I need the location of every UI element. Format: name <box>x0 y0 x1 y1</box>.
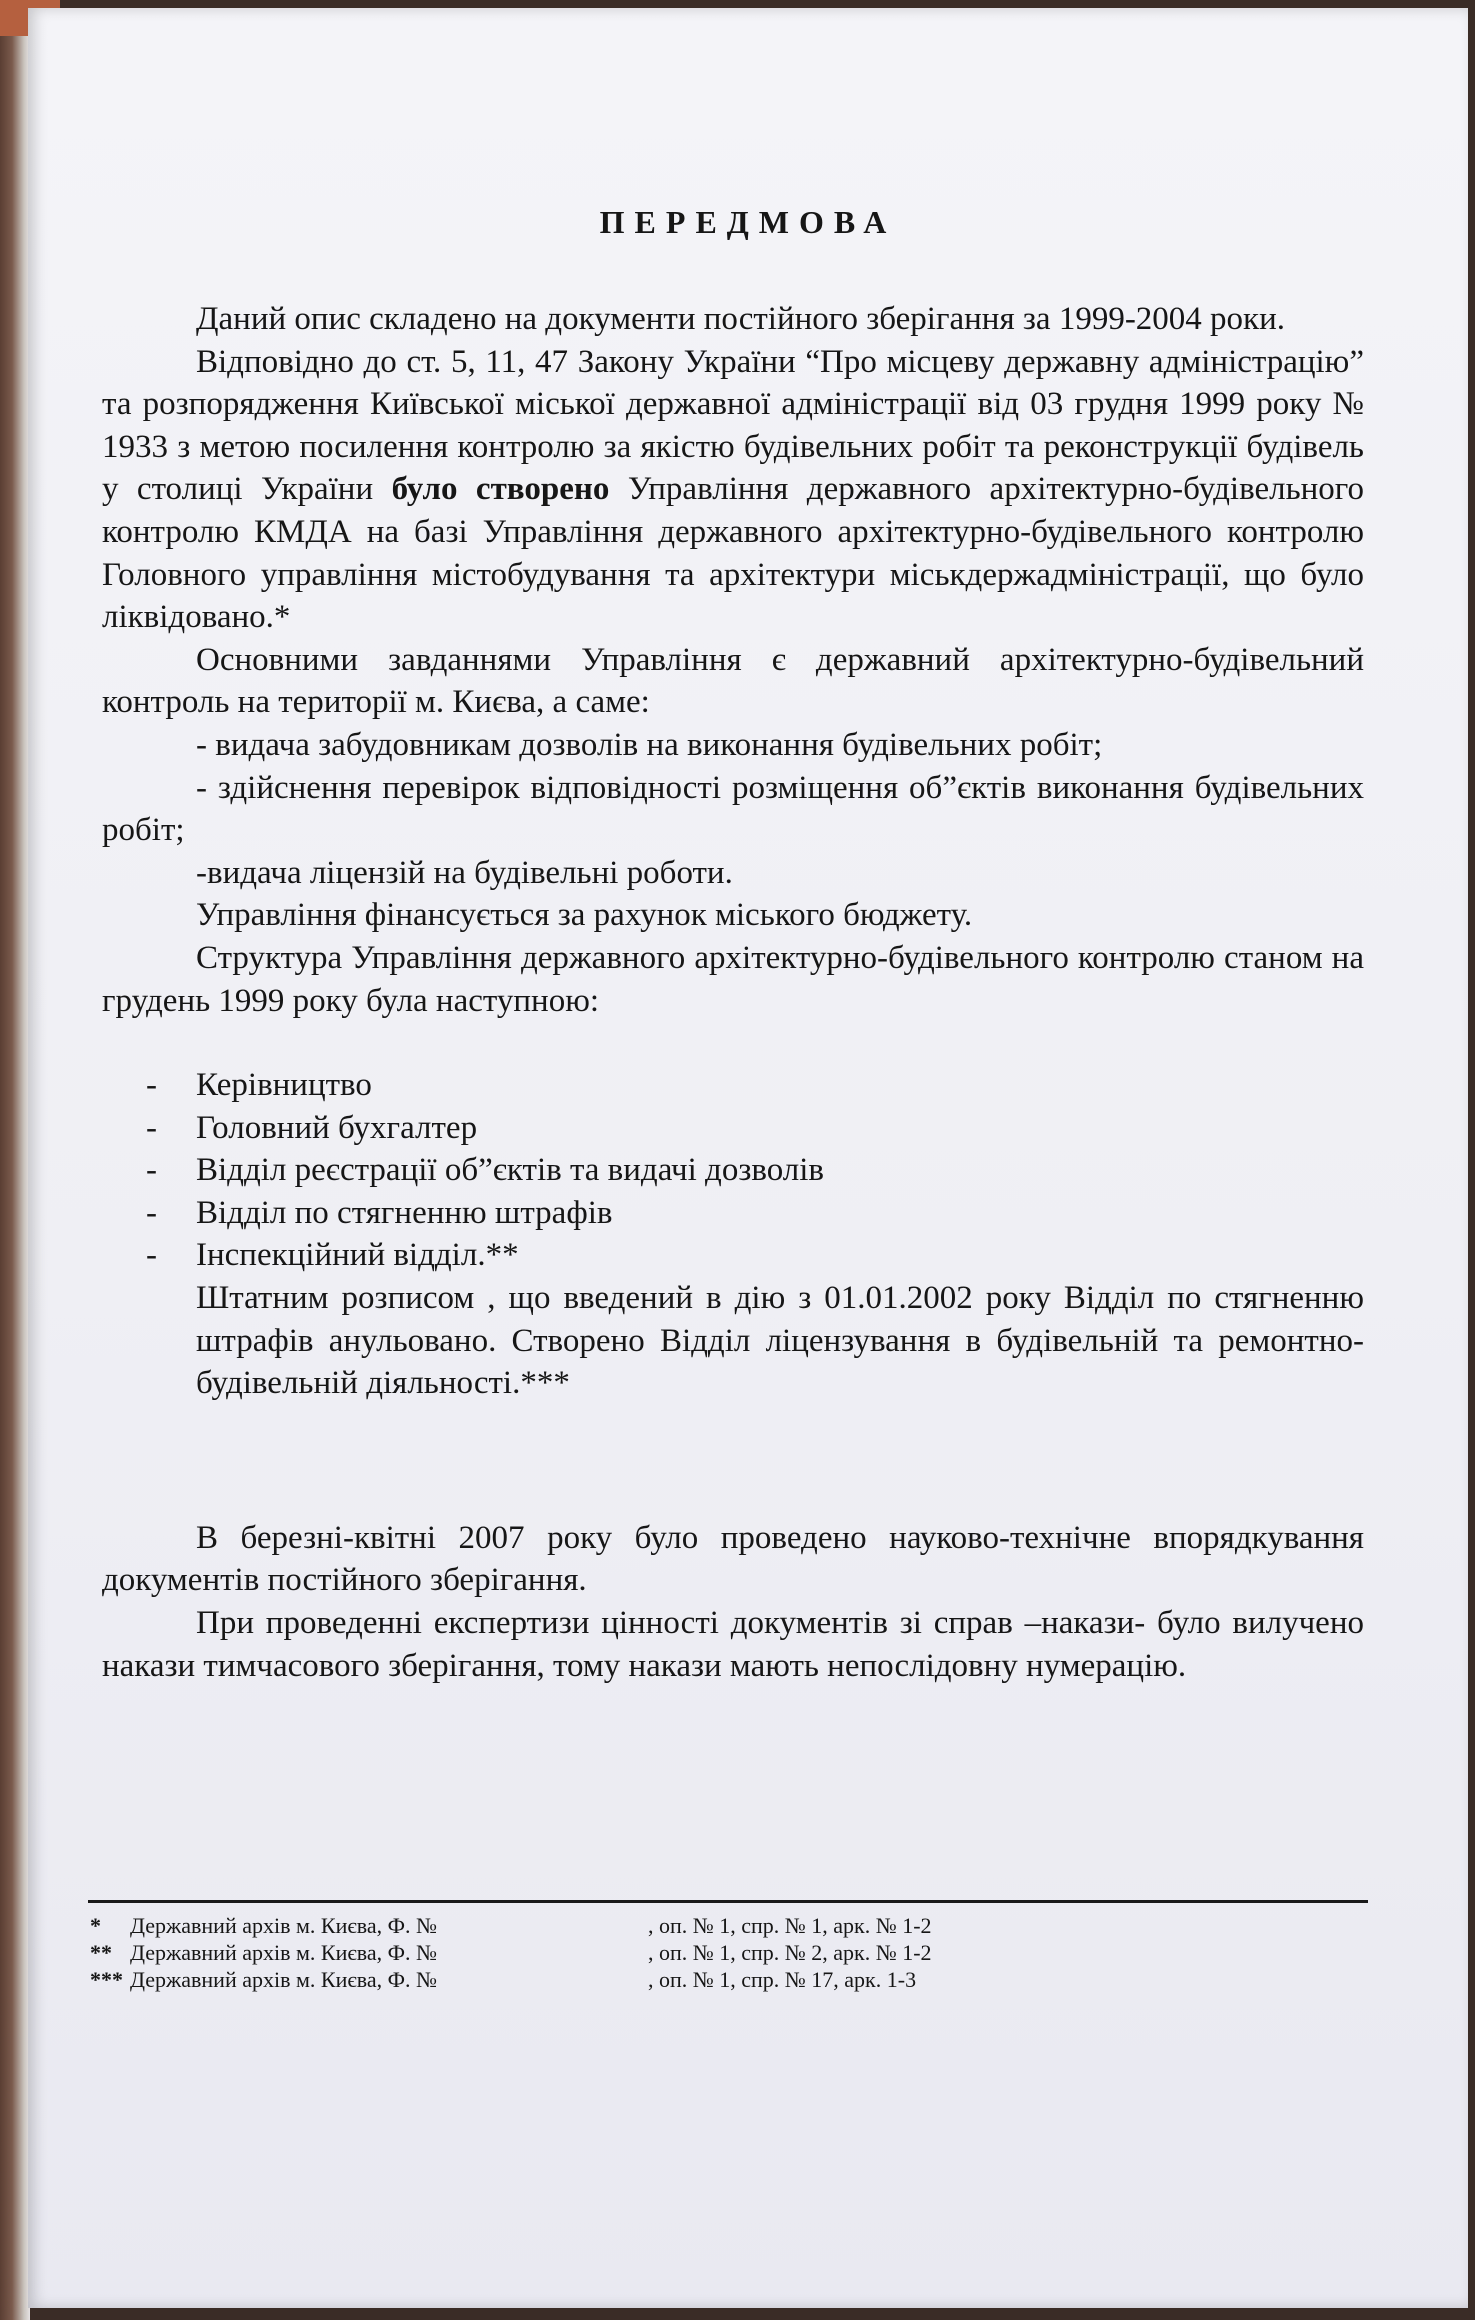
list-dash: - <box>146 1109 157 1146</box>
footnote-divider <box>88 1900 1368 1903</box>
footnote <box>90 1939 1190 1966</box>
list-dash: - <box>146 1194 157 1231</box>
creation-text-2: Управління державного архітектурно-будівельного контролю КМДА на базі Управління державного архітектурно-будівельного контролю Головного управління містобудування та архітектури міськдержадміністрації, що було ліквідовано.* <box>102 471 1365 636</box>
document-page <box>28 8 1468 2308</box>
page-title: ПЕРЕДМОВА <box>599 204 897 240</box>
footnote-ref: , оп. № 1, спр. № 17, арк. 1-3 <box>648 1967 917 1992</box>
paragraph-structure: Структура Управління державного архітектурно-будівельного контролю станом на грудень 1999 року була наступною: <box>102 939 1364 1019</box>
department-label: Відділ реєстрації об”єктів та видачі дозволів <box>196 1152 824 1189</box>
list-item <box>102 1149 1364 1192</box>
paragraph-period: Даний опис складено на документи постійного зберігання за 1999-2004 роки. <box>196 301 1285 337</box>
footnote-source: Державний архів м. Києва, Ф. № <box>130 1940 438 1965</box>
footnote <box>90 1912 1190 1939</box>
list-dash: - <box>146 1152 157 1189</box>
footnote-source: Державний архів м. Києва, Ф. № <box>130 1967 438 1992</box>
footnote-ref: , оп. № 1, спр. № 1, арк. № 1-2 <box>648 1913 932 1938</box>
footnote-ref: , оп. № 1, спр. № 2, арк. № 1-2 <box>648 1940 932 1965</box>
list-item <box>102 1192 1364 1235</box>
department-label: Відділ по стягненню штрафів <box>196 1194 613 1231</box>
footnotes <box>90 1912 1190 1993</box>
paragraph-funding: Управління фінансується за рахунок міського бюджету. <box>196 897 973 934</box>
task-item: - видача забудовникам дозволів на виконання будівельних робіт; <box>196 726 1103 763</box>
paragraph-expertise: При проведенні експертизи цінності документів зі справ –накази- було вилучено накази тимчасового зберігання, тому накази мають непослідовну нумерацію. <box>102 1605 1364 1684</box>
creation-text-1: Відповідно до ст. 5, 11, 47 Закону України “Про місцеву державну адміністрацію” та розпорядження Київської міської державної адміністрації від 03 грудня 1999 року № 1933 з метою посилення контролю за якістю будівельних робіт та реконструкції будівель у столиці України <box>102 343 1364 508</box>
paragraph-arrangement: В березні-квітні 2007 року було проведено науково-технічне впорядкування документів постійного зберігання. <box>102 1519 1364 1599</box>
footnote-mark: *** <box>90 1967 123 1992</box>
paragraph-tasks: Основними завданнями Управління є державний архітектурно-будівельний контроль на території м. Києва, а саме: <box>102 641 1364 721</box>
footnote <box>90 1966 1190 1993</box>
department-label: Інспекційний відділ.** <box>196 1237 519 1274</box>
list-dash: - <box>146 1237 157 1274</box>
task-item: -видача ліцензій на будівельні роботи. <box>196 854 733 891</box>
paragraph-staffing: Штатним розписом , що введений в дію з 01.01.2002 року Відділ по стягненню штрафів анульовано. Створено Відділ ліцензування в будівельній та ремонтно-будівельній діяльності.*** <box>196 1280 1364 1402</box>
paragraph-creation <box>102 341 1364 639</box>
book-binding <box>0 0 30 2320</box>
list-item <box>102 1107 1364 1150</box>
footnote-mark: * <box>90 1913 101 1938</box>
department-list <box>102 1064 1364 1277</box>
task-item: - здійснення перевірок відповідності розміщення об”єктів виконання будівельних робіт; <box>102 769 1364 849</box>
creation-bold: було створено <box>391 471 610 508</box>
department-label: Головний бухгалтер <box>196 1109 478 1146</box>
footnote-source: Державний архів м. Києва, Ф. № <box>130 1913 438 1938</box>
department-label: Керівництво <box>196 1067 372 1104</box>
preface-body <box>102 298 1364 1687</box>
footnote-mark: ** <box>90 1940 112 1965</box>
list-item <box>102 1234 1364 1277</box>
list-dash: - <box>146 1067 157 1104</box>
list-item <box>102 1064 1364 1107</box>
